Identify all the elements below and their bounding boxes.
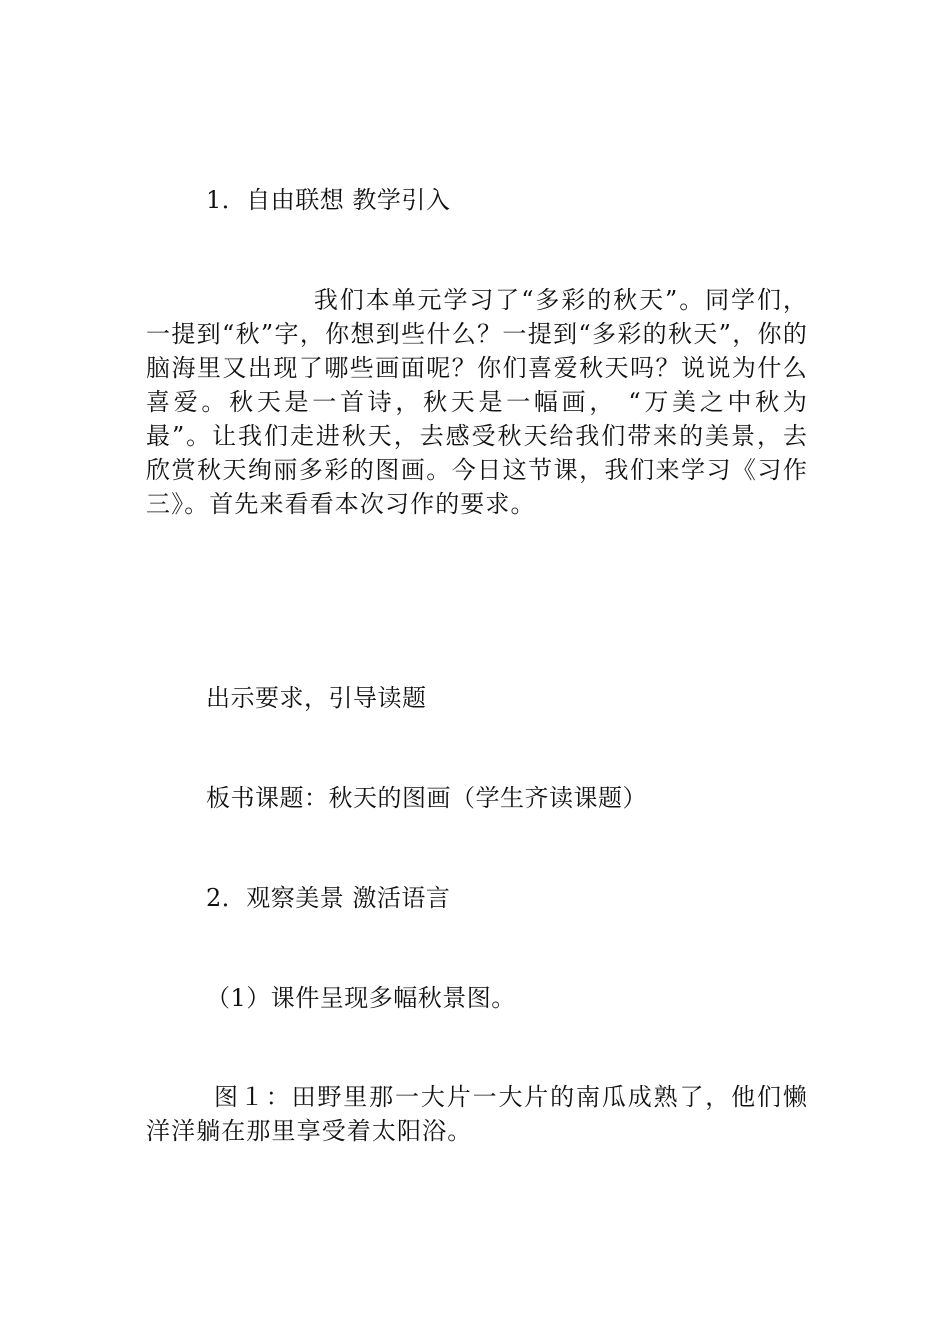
show-requirements-line: 出示要求，引导读题 xyxy=(206,684,427,712)
courseware-line: （1）课件呈现多幅秋景图。 xyxy=(206,984,516,1012)
board-title-line: 板书课题：秋天的图画（学生齐读课题） xyxy=(206,784,647,812)
intro-paragraph: 我们本单元学习了“多彩的秋天”。同学们，一提到“秋”字，你想到些什么？一提到“多彩的秋天”，你的脑海里又出现了哪些画面呢？你们喜爱秋天吗？说说为什么喜爱。秋天是一首诗，秋天是一幅画， “万美之中秋为最”。让我们走进秋天，去感受秋天给我们带来的美景，去欣赏秋天绚丽多彩的图画。今日这节课，我们来学习《习作三》。首先来看看本次习作的要求。 xyxy=(146,286,808,518)
section-heading-2: 2．观察美景 激活语言 xyxy=(206,884,451,912)
section-heading-1: 1．自由联想 教学引入 xyxy=(206,186,451,214)
figure-1-paragraph: 图１：田野里那一大片一大片的南瓜成熟了，他们懒洋洋躺在那里享受着太阳浴。 xyxy=(146,1083,808,1145)
